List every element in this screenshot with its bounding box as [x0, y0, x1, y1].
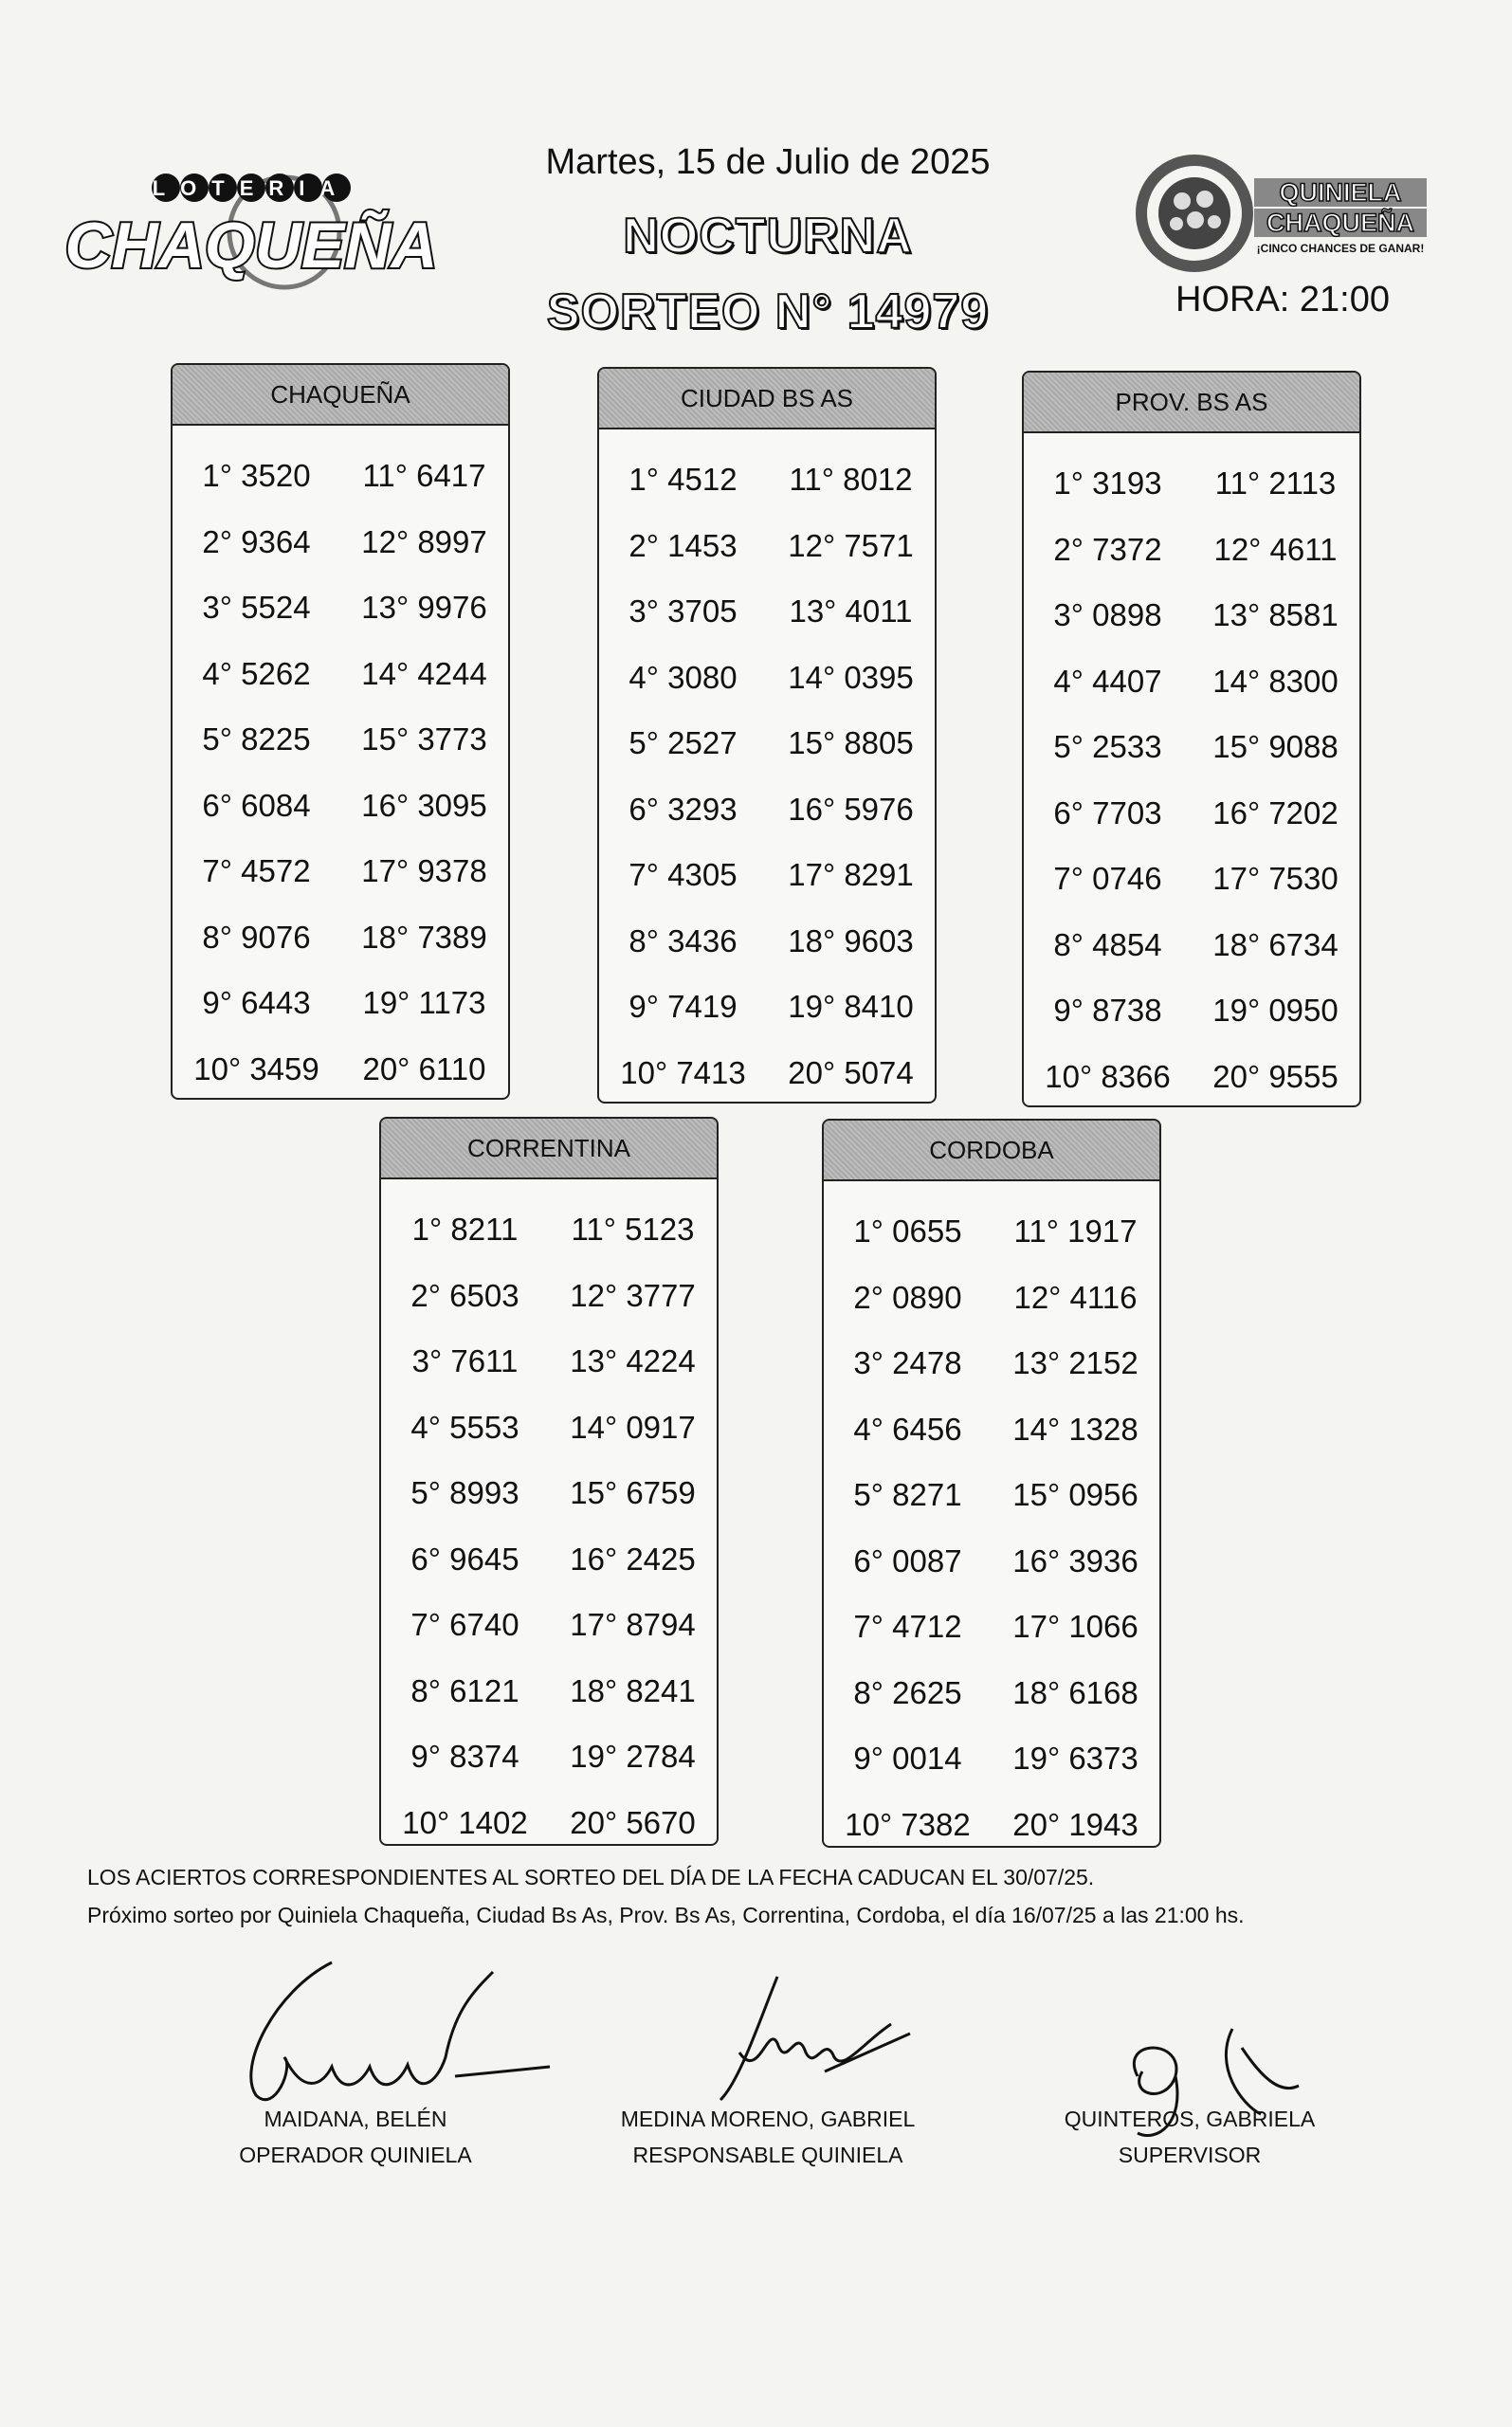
- result-row: [1024, 582, 1359, 648]
- result-position-right: 20° 5670: [570, 1804, 696, 1840]
- result-position-right: 20° 1943: [1012, 1806, 1139, 1842]
- result-position-right: 14° 1328: [1012, 1411, 1139, 1447]
- result-position-left: 9° 7419: [628, 989, 738, 1024]
- signature-name: QUINTEROS, GABRIELA: [1064, 2107, 1316, 2131]
- result-position-right: 16° 2425: [570, 1541, 696, 1577]
- loteria-chaquena-logo: [64, 161, 438, 294]
- result-position-left: 6° 7703: [1053, 794, 1162, 830]
- result-position-left: 9° 0014: [853, 1741, 962, 1776]
- result-row: [173, 641, 508, 707]
- result-position-right: 20° 5074: [788, 1054, 914, 1090]
- result-row: [824, 1265, 1159, 1331]
- result-position-right: 11° 2113: [1214, 465, 1337, 501]
- result-row: [1024, 714, 1359, 780]
- result-row: [599, 842, 935, 908]
- draw-header: [474, 142, 1062, 340]
- result-row: [173, 575, 508, 641]
- result-row: [599, 1040, 935, 1106]
- result-row: [173, 443, 508, 509]
- result-row: [381, 1592, 717, 1658]
- result-row: [173, 970, 508, 1036]
- footer-notes: [87, 1858, 1245, 1934]
- result-position-left: 1° 3520: [202, 458, 311, 493]
- result-position-left: 3° 3705: [628, 593, 738, 629]
- result-row: [599, 908, 935, 975]
- result-position-left: 4° 3080: [628, 659, 738, 695]
- result-row: [599, 974, 935, 1040]
- result-position-left: 1° 0655: [853, 1214, 962, 1249]
- result-position-right: 19° 0950: [1212, 993, 1339, 1028]
- result-position-left: 2° 1453: [628, 527, 738, 563]
- result-position-left: 8° 6121: [410, 1672, 519, 1708]
- result-row: [824, 1330, 1159, 1396]
- signature-name: MEDINA MORENO, GABRIEL: [620, 2107, 916, 2131]
- logo-right-line1: QUINIELA: [1279, 178, 1402, 207]
- result-row: [381, 1724, 717, 1790]
- result-row: [1024, 912, 1359, 978]
- results-box-ciudad-bs-as: [597, 367, 937, 1104]
- result-row: [824, 1725, 1159, 1792]
- result-position-left: 2° 9364: [202, 523, 311, 559]
- result-position-left: 10° 7413: [620, 1054, 746, 1090]
- result-position-right: 14° 4244: [361, 655, 487, 691]
- result-row: [173, 509, 508, 575]
- result-position-right: 11° 1917: [1013, 1214, 1138, 1249]
- result-position-left: 7° 4712: [853, 1609, 962, 1644]
- result-position-left: 4° 6456: [853, 1411, 962, 1447]
- result-position-left: 4° 5262: [202, 655, 311, 691]
- result-position-left: 6° 6084: [202, 787, 311, 823]
- result-row: [381, 1526, 717, 1593]
- box-title: CIUDAD BS AS: [599, 369, 935, 429]
- result-position-left: 9° 8738: [1053, 993, 1162, 1028]
- result-position-right: 12° 7571: [788, 527, 914, 563]
- result-position-right: 14° 0917: [570, 1409, 696, 1445]
- result-position-right: 11° 6417: [362, 458, 486, 493]
- signature-name: MAIDANA, BELÉN: [264, 2107, 447, 2131]
- result-position-left: 3° 5524: [202, 590, 311, 625]
- result-position-right: 13° 2152: [1012, 1345, 1139, 1380]
- box-title: PROV. BS AS: [1024, 373, 1359, 433]
- result-position-left: 2° 7372: [1053, 531, 1162, 567]
- result-row: [381, 1460, 717, 1526]
- result-position-right: 18° 6734: [1212, 926, 1339, 962]
- logo-bottom-text: CHAQUEÑA: [64, 210, 438, 282]
- result-position-right: 19° 8410: [788, 989, 914, 1024]
- result-position-right: 18° 8241: [570, 1672, 696, 1708]
- logo-right-line2: CHAQUEÑA: [1266, 209, 1415, 237]
- signature-role: RESPONSABLE QUINIELA: [632, 2143, 903, 2167]
- draw-name: NOCTURNA: [623, 209, 913, 264]
- result-position-right: 15° 9088: [1212, 729, 1339, 764]
- result-position-left: 4° 5553: [410, 1409, 519, 1445]
- result-position-right: 13° 8581: [1212, 597, 1339, 632]
- result-position-right: 13° 9976: [361, 590, 487, 625]
- signature-maidana-graphic: [218, 1953, 559, 2114]
- result-position-right: 13° 4224: [570, 1343, 696, 1378]
- result-position-left: 7° 4305: [628, 857, 738, 892]
- result-position-right: 17° 8794: [570, 1607, 696, 1642]
- box-title: CORDOBA: [824, 1121, 1159, 1181]
- results-box-cordoba: [822, 1119, 1161, 1848]
- results-box-correntina: [379, 1117, 719, 1846]
- result-row: [599, 645, 935, 711]
- result-position-left: 1° 3193: [1053, 465, 1162, 501]
- result-position-left: 3° 0898: [1053, 597, 1162, 632]
- results-box-chaquena: [171, 363, 510, 1100]
- logo-top-text: LOTERIA: [152, 176, 351, 200]
- result-row: [599, 513, 935, 579]
- result-position-right: 15° 8805: [788, 725, 914, 760]
- result-position-left: 3° 7611: [411, 1343, 519, 1378]
- result-row: [599, 776, 935, 843]
- result-row: [1024, 977, 1359, 1044]
- result-row: [173, 838, 508, 904]
- logo-right-tagline: ¡CINCO CHANCES DE GANAR!: [1256, 242, 1425, 255]
- result-position-right: 12° 3777: [570, 1277, 696, 1313]
- signature-medina-graphic: [701, 1967, 929, 2109]
- result-position-right: 12° 4116: [1013, 1279, 1138, 1315]
- result-position-left: 2° 0890: [853, 1279, 962, 1315]
- result-position-right: 18° 9603: [788, 922, 914, 958]
- result-position-left: 6° 9645: [410, 1541, 519, 1577]
- result-row: [824, 1396, 1159, 1463]
- result-position-right: 15° 3773: [361, 721, 487, 757]
- result-position-right: 12° 8997: [361, 523, 487, 559]
- result-row: [381, 1328, 717, 1395]
- result-row: [1024, 780, 1359, 847]
- result-position-right: 19° 1173: [362, 985, 486, 1020]
- result-position-right: 13° 4011: [789, 593, 913, 629]
- result-position-left: 7° 4572: [202, 853, 311, 888]
- result-row: [381, 1263, 717, 1329]
- result-row: [599, 710, 935, 776]
- result-position-right: 17° 7530: [1212, 861, 1339, 896]
- result-row: [1024, 846, 1359, 912]
- result-position-left: 8° 3436: [628, 922, 738, 958]
- result-position-right: 18° 7389: [361, 919, 487, 955]
- result-position-right: 19° 6373: [1012, 1741, 1139, 1776]
- signature-quinteros-graphic: [1100, 2019, 1327, 2152]
- result-row: [173, 706, 508, 773]
- result-row: [1024, 517, 1359, 583]
- next-draw-note: Próximo sorteo por Quiniela Chaqueña, Ciudad Bs As, Prov. Bs As, Correntina, Cordoba, el día 16/07/25 a las 21:00 hs.: [87, 1903, 1245, 1927]
- result-position-left: 10° 7382: [845, 1806, 971, 1842]
- draw-number: SORTEO N° 14979: [546, 284, 990, 339]
- result-position-right: 15° 0956: [1012, 1477, 1139, 1512]
- result-position-left: 6° 0087: [853, 1542, 962, 1578]
- result-position-left: 5° 2527: [628, 725, 738, 760]
- result-position-left: 6° 3293: [628, 791, 738, 827]
- result-position-left: 10° 8366: [1045, 1058, 1171, 1094]
- signature-role: OPERADOR QUINIELA: [239, 2143, 472, 2167]
- result-row: [824, 1792, 1159, 1858]
- result-position-left: 8° 2625: [853, 1674, 962, 1710]
- result-row: [173, 904, 508, 971]
- result-position-right: 17° 8291: [788, 857, 914, 892]
- result-position-right: 16° 7202: [1212, 794, 1339, 830]
- result-row: [824, 1660, 1159, 1726]
- result-position-left: 7° 6740: [410, 1607, 519, 1642]
- result-position-right: 16° 3936: [1012, 1542, 1139, 1578]
- result-position-left: 7° 0746: [1053, 861, 1162, 896]
- result-position-left: 3° 2478: [853, 1345, 962, 1380]
- result-position-left: 5° 8993: [410, 1475, 519, 1510]
- result-position-left: 1° 4512: [628, 462, 738, 497]
- result-position-left: 9° 6443: [202, 985, 311, 1020]
- result-row: [599, 447, 935, 513]
- result-row: [1024, 1044, 1359, 1110]
- result-position-left: 9° 8374: [410, 1739, 519, 1774]
- result-position-left: 1° 8211: [411, 1212, 519, 1247]
- result-row: [824, 1198, 1159, 1265]
- result-position-right: 20° 6110: [362, 1050, 486, 1086]
- result-position-right: 16° 5976: [788, 791, 914, 827]
- quiniela-chaquena-logo: [1133, 152, 1436, 275]
- result-position-right: 15° 6759: [570, 1475, 696, 1510]
- result-position-left: 5° 8271: [853, 1477, 962, 1512]
- result-position-left: 5° 2533: [1053, 729, 1162, 764]
- result-position-right: 18° 6168: [1012, 1674, 1139, 1710]
- result-position-left: 10° 1402: [402, 1804, 528, 1840]
- result-position-right: 14° 8300: [1212, 663, 1339, 699]
- result-position-right: 19° 2784: [570, 1739, 696, 1774]
- result-position-right: 16° 3095: [361, 787, 487, 823]
- draw-date: Martes, 15 de Julio de 2025: [545, 142, 991, 182]
- result-position-right: 17° 9378: [361, 853, 487, 888]
- result-position-right: 14° 0395: [788, 659, 914, 695]
- result-row: [381, 1658, 717, 1724]
- result-position-left: 5° 8225: [202, 721, 311, 757]
- result-row: [381, 1196, 717, 1263]
- result-row: [1024, 648, 1359, 715]
- signature-role: SUPERVISOR: [1118, 2143, 1262, 2167]
- result-row: [1024, 450, 1359, 517]
- result-row: [824, 1462, 1159, 1528]
- result-position-right: 20° 9555: [1212, 1058, 1339, 1094]
- result-row: [824, 1594, 1159, 1660]
- result-position-right: 11° 5123: [571, 1212, 695, 1247]
- result-row: [173, 773, 508, 839]
- expiry-note: LOS ACIERTOS CORRESPONDIENTES AL SORTEO DEL DÍA DE LA FECHA CADUCAN EL 30/07/25.: [87, 1865, 1095, 1889]
- result-position-right: 17° 1066: [1012, 1609, 1139, 1644]
- result-row: [381, 1790, 717, 1856]
- result-row: [824, 1528, 1159, 1595]
- result-position-left: 10° 3459: [193, 1050, 319, 1086]
- result-position-right: 11° 8012: [789, 462, 913, 497]
- result-row: [599, 578, 935, 645]
- result-position-left: 8° 9076: [202, 919, 311, 955]
- result-position-left: 8° 4854: [1053, 926, 1162, 962]
- result-position-left: 2° 6503: [410, 1277, 519, 1313]
- result-position-left: 4° 4407: [1053, 663, 1162, 699]
- result-position-right: 12° 4611: [1213, 531, 1338, 567]
- result-row: [381, 1395, 717, 1461]
- result-row: [173, 1036, 508, 1103]
- box-title: CHAQUEÑA: [173, 365, 508, 426]
- box-title: CORRENTINA: [381, 1119, 717, 1179]
- draw-time: HORA: 21:00: [1175, 280, 1390, 319]
- results-box-prov-bs-as: [1022, 371, 1361, 1107]
